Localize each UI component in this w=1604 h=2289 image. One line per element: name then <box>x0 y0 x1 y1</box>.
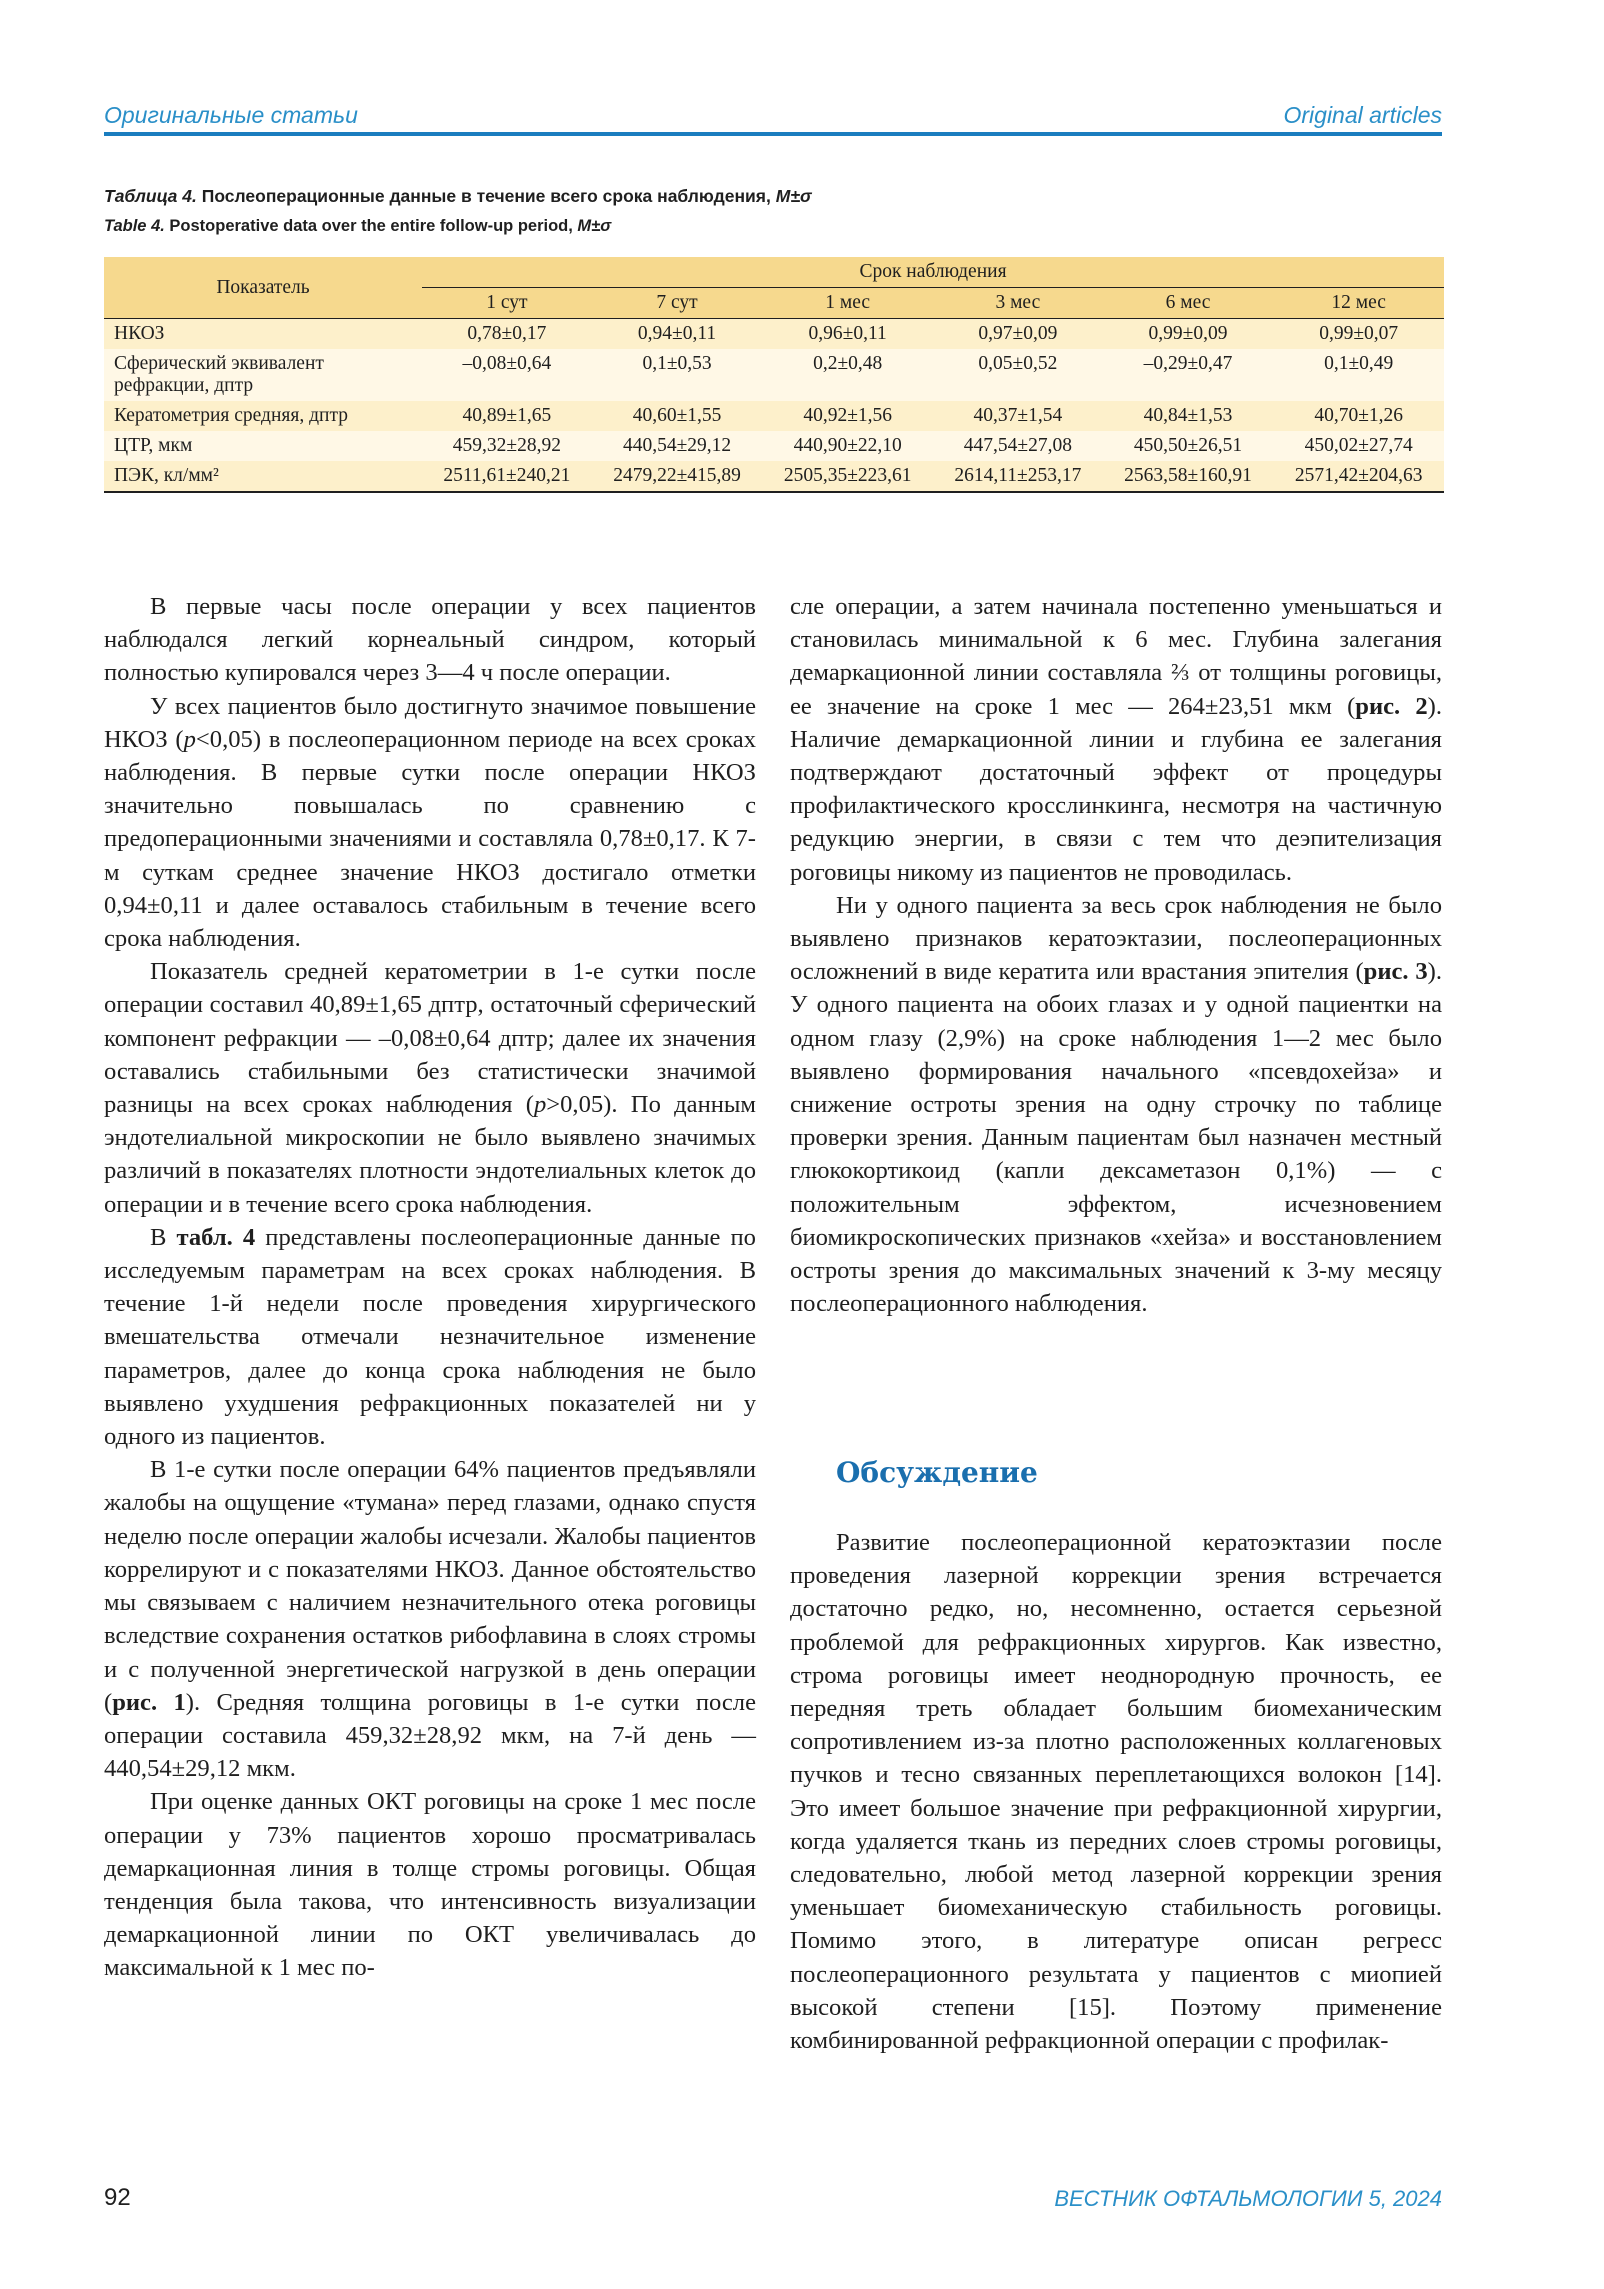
period-col: 3 мес <box>933 288 1103 319</box>
table-cell: 2571,42±204,63 <box>1273 461 1444 492</box>
table-row <box>104 401 1444 431</box>
figure-reference: рис. 2 <box>1355 692 1428 720</box>
table-cell: 40,84±1,53 <box>1143 405 1233 426</box>
paragraph <box>104 1221 756 1453</box>
period-col: 12 мес <box>1273 288 1444 319</box>
table-row <box>104 349 1444 401</box>
table-cell: 0,96±0,11 <box>762 319 933 350</box>
table-cell: –0,29±0,47 <box>1143 353 1233 374</box>
table-caption <box>104 186 1444 236</box>
header-rule <box>104 132 1442 136</box>
body-column-right <box>790 590 1442 1320</box>
p-value-symbol: p <box>533 1091 547 1119</box>
text-run: <0,05) в послеоперационном периоде на всех сроках наблюдения. В первые сутки после операции НКОЗ значительно повышалась по сравнению с предоперационными значениями и составляла 0,78±0,17. К 7-м суткам среднее значение НКОЗ достигало отметки 0,94±0,11 и далее оставалось стабильным в течение всего срока наблюдения. <box>104 725 756 953</box>
paragraph: При оценке данных ОКТ роговицы на сроке 1 мес после операции у 73% пациентов хорошо просматривалась демаркационная линия в толще стромы роговицы. Общая тенденция была такова, что интенсивность визуализации демаркационной линии по ОКТ увеличивалась до максимальной к 1 мес по- <box>104 1788 756 1982</box>
text-run: В 1-е сутки после операции 64% пациентов предъявляли жалобы на ощущение «тумана» перед глазами, однако спустя неделю после операции жалобы исчезали. Жалобы пациентов коррелируют и с показателями НКОЗ. Данное обстоятельство мы связываем с наличием незначительного отека роговицы вследствие сохранения остатков рибофлавина в слоях стромы и с полученной энергетической нагрузкой в день операции ( <box>104 1456 756 1716</box>
row-label: ПЭК, кл/мм² <box>104 461 422 492</box>
running-header <box>104 96 1442 136</box>
table-cell: –0,08±0,64 <box>462 353 552 374</box>
table-cell: 459,32±28,92 <box>452 435 561 456</box>
body-column-right-discussion <box>790 1526 1442 2057</box>
paragraph: В первые часы после операции у всех пациентов наблюдался легкий корнеальный синдром, который полностью купировался через 3—4 ч после операции. <box>104 593 756 687</box>
row-label: Сферический эквивалент рефракции, дптр <box>114 353 324 396</box>
table-cell: 40,92±1,56 <box>803 405 893 426</box>
period-col: 7 сут <box>592 288 763 319</box>
paragraph <box>790 889 1442 1321</box>
table-cell: 0,1±0,53 <box>642 353 712 374</box>
p-value-symbol: p <box>183 725 196 753</box>
figure-reference: рис. 1 <box>112 1688 186 1716</box>
section-label-en: Original articles <box>1283 102 1442 128</box>
table-caption-en-stat: M±σ <box>577 217 612 235</box>
paragraph <box>104 1453 756 1785</box>
text-run: ). Средняя толщина роговицы в 1-е сутки после операции составила 459,32±28,92 мкм, на 7-й день — 440,54±29,12 мкм. <box>104 1688 756 1783</box>
body-column-left <box>104 590 756 1985</box>
paragraph <box>790 590 1442 889</box>
table-cell: 2511,61±240,21 <box>422 461 592 492</box>
text-run: У всех пациентов было достигнуто значимое повышение НКОЗ ( <box>104 692 756 753</box>
table-cell: 40,70±1,26 <box>1314 405 1404 426</box>
section-label: Оригинальные статьи <box>104 102 358 128</box>
table-caption-ru-label: Таблица 4. <box>104 186 197 206</box>
table-cell: 0,1±0,49 <box>1324 353 1394 374</box>
table-cell: 440,90±22,10 <box>793 435 902 456</box>
table-cell: 40,60±1,55 <box>632 405 722 426</box>
period-col: 1 мес <box>762 288 933 319</box>
table-cell: 0,97±0,09 <box>933 319 1103 350</box>
period-header: Срок наблюдения <box>859 261 1007 282</box>
table-cell: 0,78±0,17 <box>422 319 592 350</box>
table-cell: 2563,58±160,91 <box>1103 461 1274 492</box>
table-row <box>104 431 1444 461</box>
table-cell: 2479,22±415,89 <box>592 461 763 492</box>
row-label: ЦТР, мкм <box>114 435 193 456</box>
row-label: НКОЗ <box>104 319 422 350</box>
postoperative-data-table <box>104 257 1444 493</box>
paragraph <box>104 690 756 956</box>
paragraph: Развитие послеоперационной кератоэктазии после проведения лазерной коррекции зрения встречается достаточно редко, но, несомненно, остается серьезной проблемой для рефракционных хирургов. Как известно, строма роговицы имеет неоднородную прочность, ее передняя треть обладает большим биомеханическим сопротивлением из-за плотно расположенных коллагеновых пучков и тесно связанных переплетающихся волокон [14]. Это имеет большое значение при рефракционной хирургии, когда удаляется ткань из передних слоев стромы роговицы, следовательно, любой метод лазерной коррекции зрения уменьшает биомеханическую стабильность роговицы. Помимо этого, в литературе описан регресс послеоперационного результата у пациентов с миопией высокой степени [15]. Поэтому применение комбинированной рефракционной операции с профилак- <box>790 1529 1442 2055</box>
text-run: Ни у одного пациента за весь срок наблюдения не было выявлено признаков кератоэктазии, послеоперационных осложнений в виде кератита или врастания эпителия ( <box>790 891 1442 986</box>
page-number: 92 <box>104 2184 131 2211</box>
table-cell: 0,99±0,09 <box>1103 319 1274 350</box>
table-cell: 0,94±0,11 <box>592 319 763 350</box>
table-caption-ru-stat: M±σ <box>775 186 812 206</box>
text-run: В <box>150 1223 177 1251</box>
text-run: представлены послеоперационные данные по исследуемым параметрам на всех сроках наблюдения. В течение 1-й недели после проведения хирургического вмешательства отмечали незначительное изменение параметров, далее до конца срока наблюдения не было выявлено ухудшения рефракционных показателей ни у одного из пациентов. <box>104 1223 756 1451</box>
text-run: ). Наличие демаркационной линии и глубина ее залегания подтверждают достаточный эффект от процедуры профилактического кросслинкинга, несмотря на частичную редукцию энергии, в связи с тем что деэпителизация роговицы никому из пациентов не проводилась. <box>790 692 1443 886</box>
table-row <box>104 319 1444 350</box>
table-cell: 447,54±27,08 <box>963 435 1072 456</box>
param-header: Показатель <box>216 276 310 298</box>
table-cell: 0,99±0,07 <box>1273 319 1444 350</box>
table-caption-en-label: Table 4. <box>104 217 165 235</box>
period-col: 6 мес <box>1103 288 1274 319</box>
table-cell: 450,50±26,51 <box>1133 435 1243 456</box>
table-cell: 0,2±0,48 <box>813 353 883 374</box>
table-caption-en <box>104 217 1444 236</box>
table-reference: табл. 4 <box>176 1223 256 1251</box>
table-cell: 2614,11±253,17 <box>933 461 1103 492</box>
section-heading-discussion: Обсуждение <box>836 1456 1038 1489</box>
period-col: 1 сут <box>422 288 592 319</box>
table-caption-ru-text: Послеоперационные данные в течение всего срока наблюдения, <box>201 186 771 206</box>
text-run: ). У одного пациента на обоих глазах и у одной пациентки на одном глазу (2,9%) на сроке наблюдения 1—2 мес было выявлено формирования начального «псевдохейза» и снижение остроты зрения на одну строчку по таблице проверки зрения. Данным пациентам был назначен местный глюкокортикоид (капли дексаметазон 0,1%) — с положительным эффектом, исчезновением биомикроскопических признаков «хейза» и восстановлением остроты зрения до максимальных значений к 3-му месяцу послеоперационного наблюдения. <box>790 958 1442 1318</box>
table-cell: 0,05±0,52 <box>978 353 1058 374</box>
table-cell: 40,89±1,65 <box>462 405 552 426</box>
table-cell: 440,54±29,12 <box>622 435 732 456</box>
row-label: Кератометрия средняя, дптр <box>114 405 348 426</box>
text-run: >0,05). По данным эндотелиальной микроскопии не было выявлено значимых различий в показателях плотности эндотелиальных клеток до операции и в течение всего срока наблюдения. <box>104 1091 756 1218</box>
text-run: Показатель средней кератометрии в 1-е сутки после операции составил 40,89±1,65 дптр, остаточный сферический компонент рефракции — –0,08±0,64 дптр; далее их значения оставались стабильными без статистически значимой разницы на всех сроках наблюдения ( <box>104 958 756 1119</box>
paragraph <box>104 955 756 1221</box>
table-cell: 40,37±1,54 <box>973 405 1063 426</box>
table-cell: 2505,35±223,61 <box>762 461 933 492</box>
table-caption-ru <box>104 186 1444 207</box>
figure-reference: рис. 3 <box>1363 958 1428 986</box>
text-run: сле операции, а затем начинала постепенно уменьшаться и становилась минимальной к 6 мес. Глубина залегания демаркационной линии составляла ⅔ от толщины роговицы, ее значение на сроке 1 мес — 264±23,51 мкм ( <box>790 593 1442 720</box>
table-cell: 450,02±27,74 <box>1304 435 1413 456</box>
table-row <box>104 461 1444 492</box>
journal-name: ВЕСТНИК ОФТАЛЬМОЛОГИИ 5, 2024 <box>1054 2186 1442 2211</box>
table-caption-en-text: Postoperative data over the entire follow-up period, <box>169 217 573 235</box>
